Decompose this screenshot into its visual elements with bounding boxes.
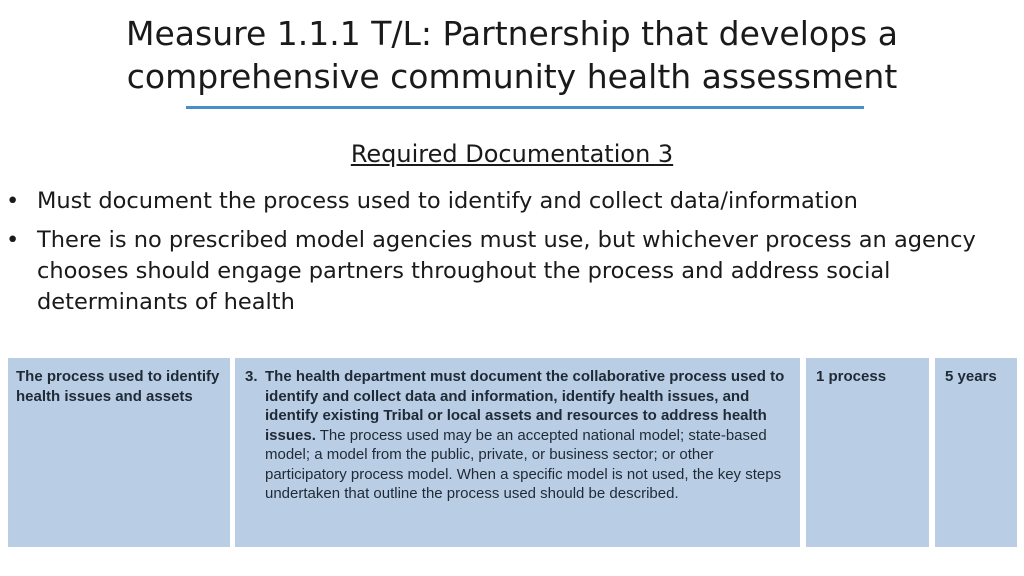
requirement-plain-text: The process used may be an accepted national model; state-based model; a model from the public, private, or business sector; or other participatory process model. When a specific model is not used, the key steps undertaken that outline the process used should be described.	[265, 426, 782, 502]
requirement	[245, 367, 792, 504]
bullet-text: Must document the process used to identify and collect data/information	[37, 188, 858, 214]
bullet-icon: •	[6, 188, 20, 214]
bullet-icon: •	[6, 227, 20, 253]
bullet-list	[6, 186, 1006, 326]
table-cell-measure: The process used to identify health issues and assets	[8, 358, 230, 547]
title-line-2: comprehensive community health assessment	[126, 57, 898, 96]
table-cell-timeframe: 5 years	[935, 358, 1017, 547]
bullet-text: There is no prescribed model agencies must use, but whichever process an agency chooses should engage partners throughout the process and address social determinants of health	[37, 227, 976, 315]
bullet-item	[6, 186, 1006, 217]
requirement-bold-text: The health department must document the collaborative process used to identify and collect data and information, identify health issues, and identify existing Tribal or local assets and resources to address health issues.	[265, 368, 785, 444]
table-cell-requirement	[235, 358, 800, 547]
bullet-item	[6, 225, 1006, 318]
slide-title	[0, 12, 1024, 98]
title-line-1: Measure 1.1.1 T/L: Partnership that develops a	[126, 14, 898, 53]
title-underline	[186, 106, 864, 109]
requirement-text	[265, 367, 792, 504]
requirement-number: 3.	[245, 368, 258, 385]
table-cell-count: 1 process	[806, 358, 929, 547]
subtitle: Required Documentation 3	[350, 140, 674, 168]
